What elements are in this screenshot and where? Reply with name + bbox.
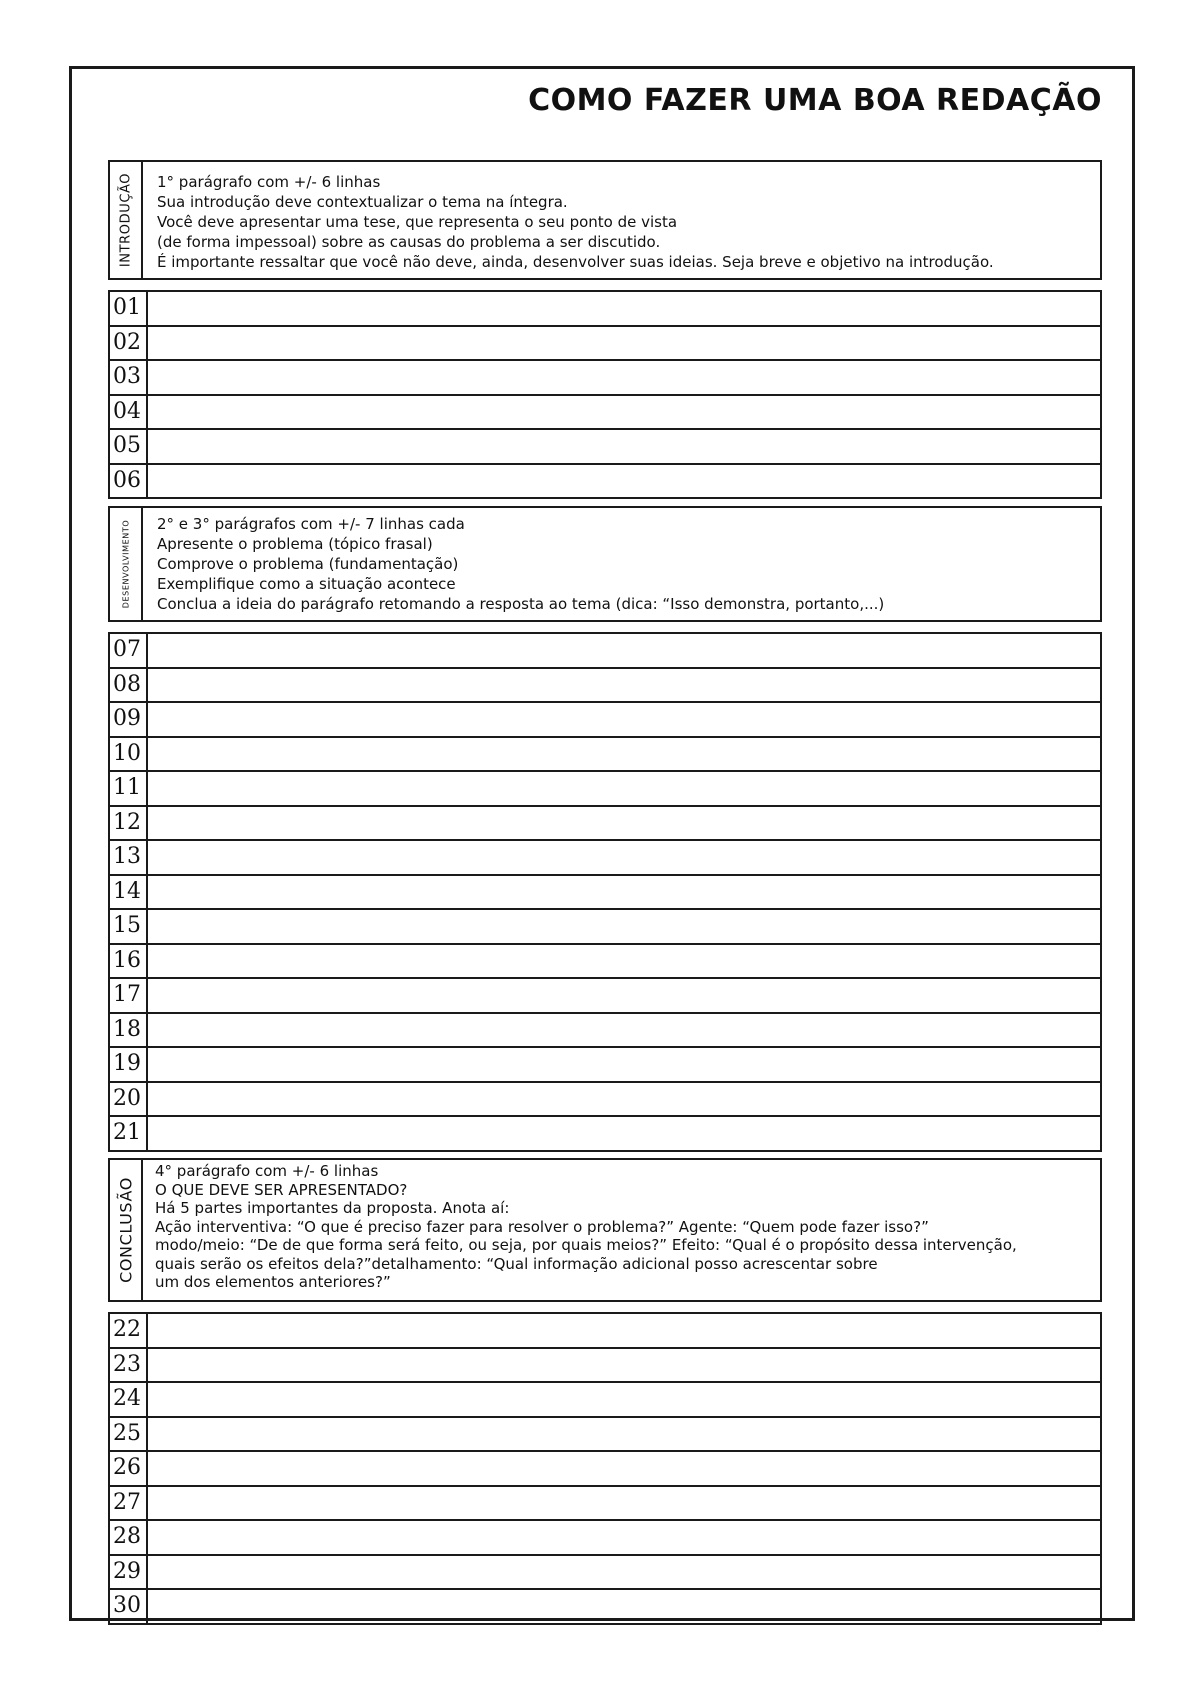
- writing-line[interactable]: [110, 1556, 1100, 1591]
- writing-line[interactable]: [110, 841, 1100, 876]
- writing-line[interactable]: [110, 1117, 1100, 1152]
- line-number: 15: [110, 910, 148, 943]
- writing-line[interactable]: [110, 876, 1100, 911]
- section-introducao: [108, 160, 1102, 499]
- writing-line[interactable]: [110, 1048, 1100, 1083]
- line-space[interactable]: [148, 1452, 1100, 1485]
- instruction-line: É importante ressaltar que você não deve, ainda, desenvolver suas ideias. Seja breve e objetivo na introdução.: [157, 253, 994, 271]
- line-number: 29: [110, 1556, 148, 1589]
- line-number: 17: [110, 979, 148, 1012]
- line-number: 19: [110, 1048, 148, 1081]
- section-tab: [110, 508, 143, 620]
- line-space[interactable]: [148, 327, 1100, 360]
- writing-line[interactable]: [110, 910, 1100, 945]
- line-number: 13: [110, 841, 148, 874]
- line-space[interactable]: [148, 396, 1100, 429]
- line-space[interactable]: [148, 738, 1100, 771]
- line-space[interactable]: [148, 1521, 1100, 1554]
- writing-line[interactable]: [110, 1014, 1100, 1049]
- instruction-line: Ação interventiva: “O que é preciso fazer para resolver o problema?” Agente: “Quem pode fazer isso?”: [155, 1217, 929, 1236]
- instruction-line: 2° e 3° parágrafos com +/- 7 linhas cada: [157, 515, 465, 533]
- writing-line[interactable]: [110, 465, 1100, 500]
- line-number: 21: [110, 1117, 148, 1150]
- line-number: 14: [110, 876, 148, 909]
- instruction-line: 4° parágrafo com +/- 6 linhas: [155, 1162, 379, 1180]
- line-space[interactable]: [148, 910, 1100, 943]
- line-number: 25: [110, 1418, 148, 1451]
- writing-line[interactable]: [110, 327, 1100, 362]
- writing-line[interactable]: [110, 979, 1100, 1014]
- instruction-box-conclusao: [108, 1158, 1102, 1302]
- writing-line[interactable]: [110, 430, 1100, 465]
- writing-line[interactable]: [110, 1418, 1100, 1453]
- instruction-line: quais serão os efeitos dela?”detalhamento: “Qual informação adicional posso acrescentar sobre: [155, 1254, 878, 1273]
- line-space[interactable]: [148, 807, 1100, 840]
- instruction-text: [143, 1160, 1029, 1300]
- line-space[interactable]: [148, 772, 1100, 805]
- line-space[interactable]: [148, 292, 1100, 325]
- line-space[interactable]: [148, 1487, 1100, 1520]
- line-number: 28: [110, 1521, 148, 1554]
- writing-line[interactable]: [110, 738, 1100, 773]
- writing-line[interactable]: [110, 669, 1100, 704]
- writing-line[interactable]: [110, 292, 1100, 327]
- writing-line[interactable]: [110, 1349, 1100, 1384]
- line-number: 09: [110, 703, 148, 736]
- line-number: 03: [110, 361, 148, 394]
- writing-line[interactable]: [110, 772, 1100, 807]
- line-number: 22: [110, 1314, 148, 1347]
- line-space[interactable]: [148, 1349, 1100, 1382]
- line-space[interactable]: [148, 1014, 1100, 1047]
- line-space[interactable]: [148, 1048, 1100, 1081]
- line-number: 01: [110, 292, 148, 325]
- line-number: 08: [110, 669, 148, 702]
- section-tab-label: DESENVOLVIMENTO: [121, 519, 130, 609]
- line-number: 02: [110, 327, 148, 360]
- line-number: 06: [110, 465, 148, 498]
- section-tab-label: CONCLUSÃO: [116, 1177, 135, 1283]
- line-number: 18: [110, 1014, 148, 1047]
- line-space[interactable]: [148, 876, 1100, 909]
- line-space[interactable]: [148, 1383, 1100, 1416]
- section-tab-label: INTRODUÇÃO: [118, 172, 133, 268]
- instruction-line: Sua introdução deve contextualizar o tema na íntegra.: [157, 193, 568, 211]
- instruction-line: 1° parágrafo com +/- 6 linhas: [157, 173, 381, 191]
- line-space[interactable]: [148, 669, 1100, 702]
- instruction-line: O QUE DEVE SER APRESENTADO?: [155, 1180, 408, 1199]
- instruction-box-desenvolvimento: [108, 506, 1102, 622]
- writing-line[interactable]: [110, 1083, 1100, 1118]
- line-space[interactable]: [148, 361, 1100, 394]
- writing-line[interactable]: [110, 703, 1100, 738]
- line-space[interactable]: [148, 1556, 1100, 1589]
- line-space[interactable]: [148, 634, 1100, 667]
- instruction-line: modo/meio: “De de que forma será feito, ou seja, por quais meios?” Efeito: “Qual é o propósito dessa intervenção,: [155, 1236, 1017, 1254]
- writing-lines: [108, 632, 1102, 1152]
- instruction-line: um dos elementos anteriores?”: [155, 1273, 391, 1291]
- line-space[interactable]: [148, 465, 1100, 498]
- section-tab: [110, 162, 143, 278]
- instruction-line: Há 5 partes importantes da proposta. Anota aí:: [155, 1199, 510, 1217]
- instruction-text: [143, 508, 896, 620]
- line-space[interactable]: [148, 1418, 1100, 1451]
- writing-line[interactable]: [110, 1314, 1100, 1349]
- line-space[interactable]: [148, 1117, 1100, 1150]
- line-space[interactable]: [148, 703, 1100, 736]
- writing-line[interactable]: [110, 1452, 1100, 1487]
- instruction-text: [143, 162, 1006, 278]
- instruction-line: Exemplifique como a situação acontece: [157, 575, 456, 593]
- writing-lines: [108, 1312, 1102, 1625]
- line-number: 26: [110, 1452, 148, 1485]
- section-desenvolvimento: [108, 506, 1102, 1152]
- writing-line[interactable]: [110, 1487, 1100, 1522]
- page-title: COMO FAZER UMA BOA REDAÇÃO: [528, 83, 1102, 118]
- writing-line[interactable]: [110, 945, 1100, 980]
- line-number: 11: [110, 772, 148, 805]
- writing-line[interactable]: [110, 634, 1100, 669]
- instruction-box-introducao: [108, 160, 1102, 280]
- writing-line[interactable]: [110, 1590, 1100, 1625]
- instruction-line: Apresente o problema (tópico frasal): [157, 535, 433, 553]
- instruction-line: Conclua a ideia do parágrafo retomando a resposta ao tema (dica: “Isso demonstra, portanto,...): [157, 595, 885, 613]
- line-space[interactable]: [148, 430, 1100, 463]
- section-conclusao: [108, 1158, 1102, 1625]
- line-space[interactable]: [148, 1590, 1100, 1623]
- instruction-line: Você deve apresentar uma tese, que representa o seu ponto de vista: [157, 213, 678, 231]
- writing-lines: [108, 290, 1102, 499]
- line-number: 07: [110, 634, 148, 667]
- instruction-line: Comprove o problema (fundamentação): [157, 555, 459, 573]
- writing-line[interactable]: [110, 396, 1100, 431]
- writing-line[interactable]: [110, 1521, 1100, 1556]
- line-number: 16: [110, 945, 148, 978]
- line-number: 20: [110, 1083, 148, 1116]
- section-tab: [110, 1160, 143, 1300]
- line-number: 23: [110, 1349, 148, 1382]
- instruction-line: (de forma impessoal) sobre as causas do problema a ser discutido.: [157, 233, 661, 251]
- line-number: 30: [110, 1590, 148, 1623]
- line-number: 05: [110, 430, 148, 463]
- line-number: 04: [110, 396, 148, 429]
- line-number: 12: [110, 807, 148, 840]
- line-number: 10: [110, 738, 148, 771]
- line-number: 27: [110, 1487, 148, 1520]
- line-number: 24: [110, 1383, 148, 1416]
- writing-line[interactable]: [110, 1383, 1100, 1418]
- writing-line[interactable]: [110, 361, 1100, 396]
- writing-line[interactable]: [110, 807, 1100, 842]
- line-space[interactable]: [148, 1314, 1100, 1347]
- line-space[interactable]: [148, 1083, 1100, 1116]
- line-space[interactable]: [148, 841, 1100, 874]
- line-space[interactable]: [148, 945, 1100, 978]
- line-space[interactable]: [148, 979, 1100, 1012]
